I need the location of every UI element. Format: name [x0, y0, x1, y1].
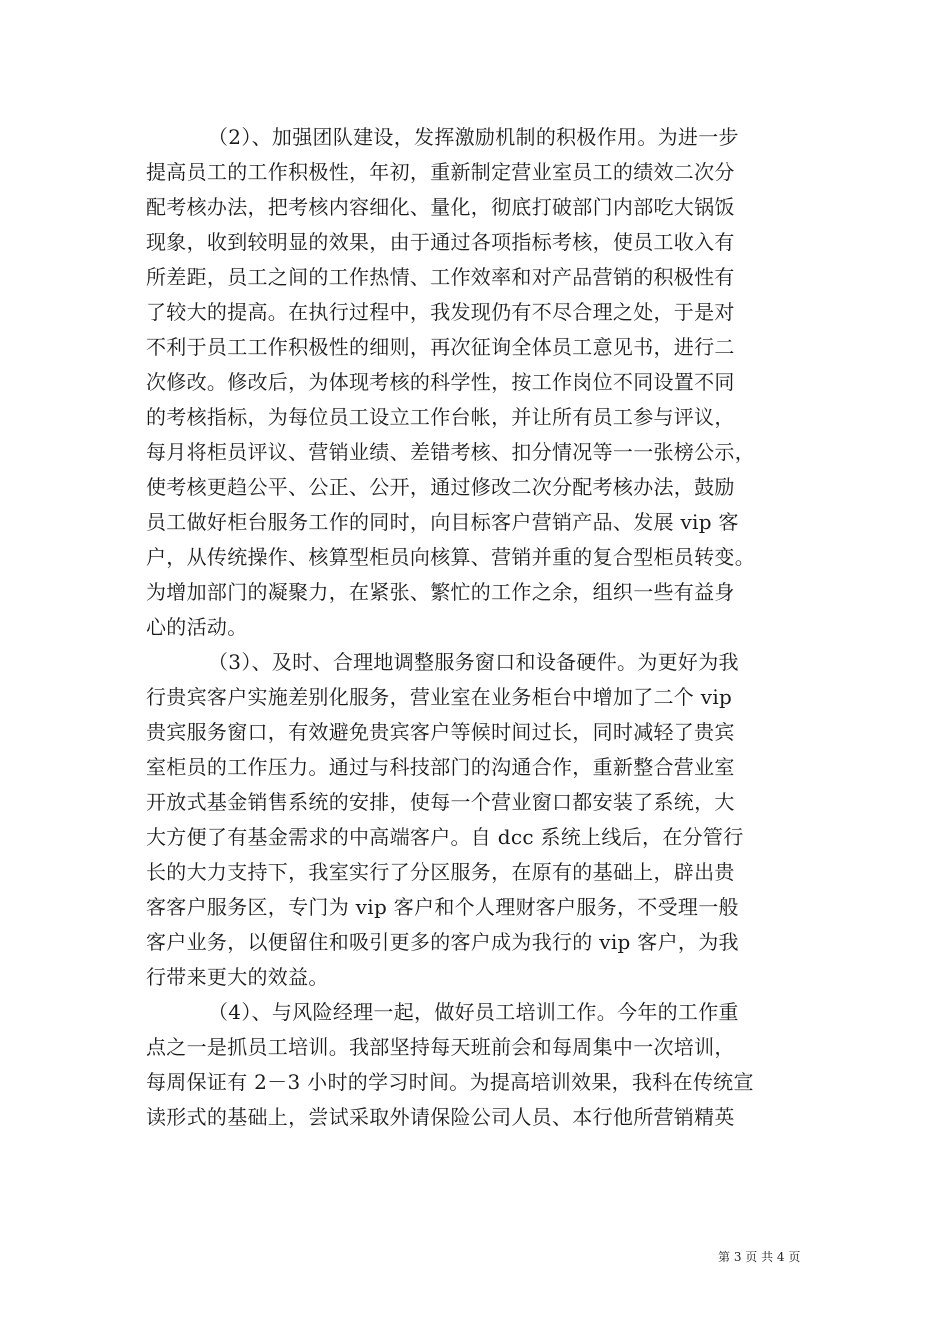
paragraph-4-line-3: 每周保证有 2－3 小时的学习时间。为提高培训效果，我科在传统宣 [146, 1070, 754, 1094]
paragraph-3-line-2: 行贵宾客户实施差别化服务，营业室在业务柜台中增加了二个 vip [146, 685, 733, 709]
paragraph-2-line-15: 心的活动。 [146, 615, 248, 639]
paragraph-2-line-7: 不利于员工工作积极性的细则，再次征询全体员工意见书，进行二 [146, 335, 735, 359]
paragraph-3-line-10: 行带来更大的效益。 [146, 965, 329, 989]
paragraph-2-line-2: 提高员工的工作积极性，年初，重新制定营业室员工的绩效二次分 [146, 160, 735, 184]
paragraph-3-line-5: 开放式基金销售系统的安排，使每一个营业窗口都安装了系统，大 [146, 790, 735, 814]
paragraph-2-line-5: 所差距，员工之间的工作热情、工作效率和对产品营销的积极性有 [146, 265, 735, 289]
paragraph-3-line-7: 长的大力支持下，我室实行了分区服务，在原有的基础上，辟出贵 [146, 860, 735, 884]
paragraph-2-line-3: 配考核办法，把考核内容细化、量化，彻底打破部门内部吃大锅饭 [146, 195, 735, 219]
paragraph-3-line-8: 客客户服务区，专门为 vip 客户和个人理财客户服务，不受理一般 [146, 895, 739, 919]
paragraph-2-line-9: 的考核指标，为每位员工设立工作台帐，并让所有员工参与评议， [146, 405, 735, 429]
paragraph-3-line-1: （3）、及时、合理地调整服务窗口和设备硬件。为更好为我 [208, 650, 739, 674]
paragraph-2-line-12: 员工做好柜台服务工作的同时，向目标客户营销产品、发展 vip 客 [146, 510, 739, 534]
paragraph-2-line-1: （2）、加强团队建设，发挥激励机制的积极作用。为进一步 [208, 125, 739, 149]
paragraph-4-line-4: 读形式的基础上，尝试采取外请保险公司人员、本行他所营销精英 [146, 1105, 735, 1129]
paragraph-3-line-3: 贵宾服务窗口，有效避免贵宾客户等候时间过长，同时减轻了贵宾 [146, 720, 735, 744]
paragraph-3-line-6: 大方便了有基金需求的中高端客户。自 dcc 系统上线后，在分管行 [146, 825, 744, 849]
paragraph-2-line-4: 现象，收到较明显的效果，由于通过各项指标考核，使员工收入有 [146, 230, 735, 254]
paragraph-4-line-2: 点之一是抓员工培训。我部坚持每天班前会和每周集中一次培训， [146, 1035, 735, 1059]
paragraph-4-line-1: （4）、与风险经理一起，做好员工培训工作。今年的工作重 [208, 1000, 739, 1024]
paragraph-3-line-9: 客户业务，以便留住和吸引更多的客户成为我行的 vip 客户，为我 [146, 930, 739, 954]
paragraph-2-line-14: 为增加部门的凝聚力，在紧张、繁忙的工作之余，组织一些有益身 [146, 580, 735, 604]
paragraph-2-line-6: 了较大的提高。在执行过程中，我发现仍有不尽合理之处，于是对 [146, 300, 735, 324]
paragraph-2-line-10: 每月将柜员评议、营销业绩、差错考核、扣分情况等一一张榜公示， [146, 440, 755, 464]
paragraph-2-line-8: 次修改。修改后，为体现考核的科学性，按工作岗位不同设置不同 [146, 370, 735, 394]
page-number-footer: 第 3 页 共 4 页 [718, 1250, 801, 1264]
paragraph-2-line-11: 使考核更趋公平、公正、公开，通过修改二次分配考核办法，鼓励 [146, 475, 735, 499]
paragraph-3-line-4: 室柜员的工作压力。通过与科技部门的沟通合作，重新整合营业室 [146, 755, 735, 779]
paragraph-2-line-13: 户，从传统操作、核算型柜员向核算、营销并重的复合型柜员转变。 [146, 545, 755, 569]
